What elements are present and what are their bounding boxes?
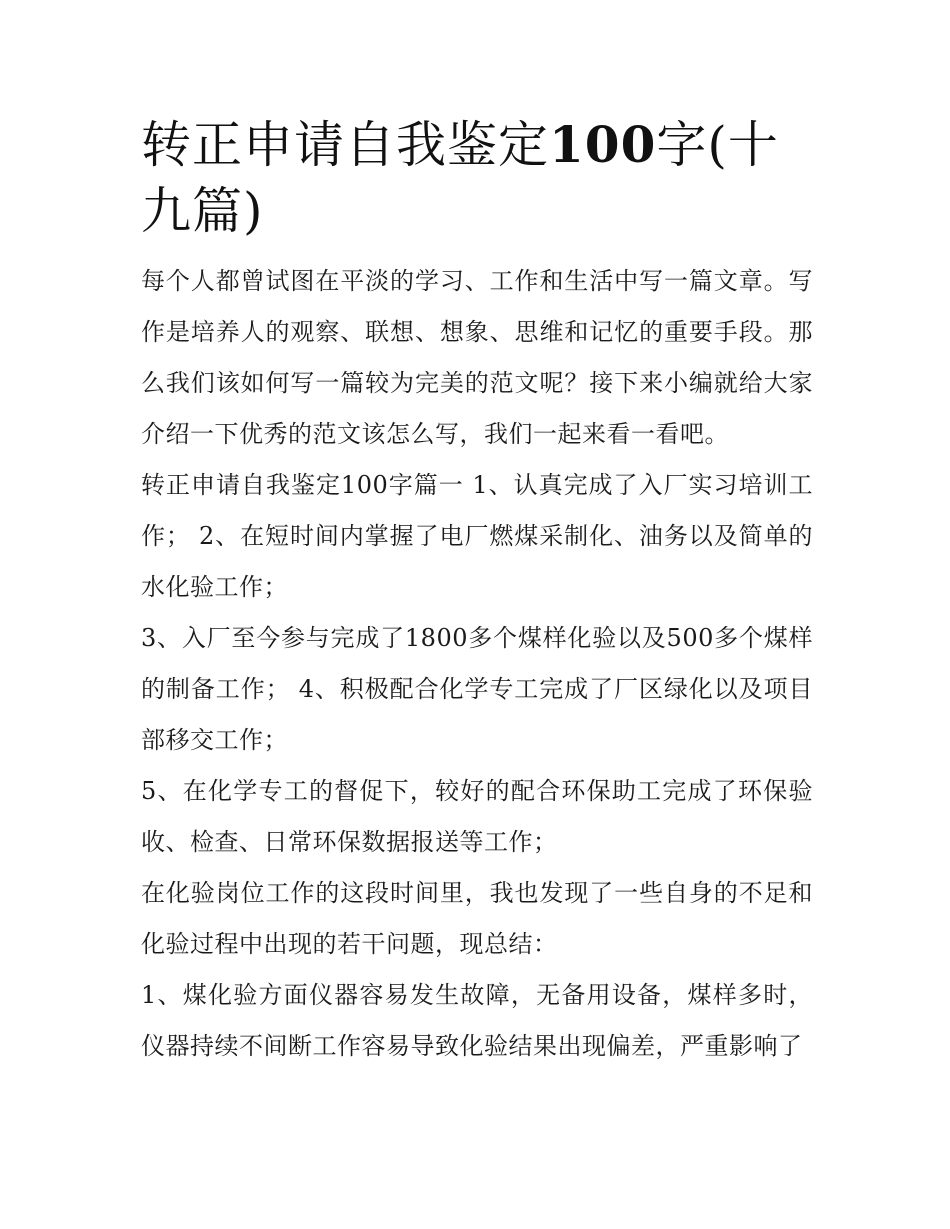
paragraph-1: 转正申请自我鉴定100字篇一 1、认真完成了入厂实习培训工作； 2、在短时间内掌握了电厂燃煤采制化、油务以及简单的水化验工作；	[141, 471, 813, 601]
paragraph-3: 5、在化学专工的督促下，较好的配合环保助工完成了环保验收、检查、日常环保数据报送等工作；	[141, 777, 813, 856]
paragraph-intro: 每个人都曾试图在平淡的学习、工作和生活中写一篇文章。写作是培养人的观察、联想、想象、思维和记忆的重要手段。那么我们该如何写一篇较为完美的范文呢？接下来小编就给大家介绍一下优秀的范文该怎么写，我们一起来看一看吧。	[141, 267, 813, 448]
paragraph-5: 1、煤化验方面仪器容易发生故障，无备用设备，煤样多时，仪器持续不间断工作容易导致化验结果出现偏差，严重影响了	[141, 981, 813, 1060]
paragraph-2: 3、入厂至今参与完成了1800多个煤样化验以及500多个煤样的制备工作； 4、积极配合化学专工完成了厂区绿化以及项目部移交工作；	[141, 624, 813, 754]
document-title: 转正申请自我鉴定100字(十九篇)	[141, 115, 779, 240]
paragraph-4: 在化验岗位工作的这段时间里，我也发现了一些自身的不足和化验过程中出现的若干问题，现总结：	[141, 879, 813, 958]
document-body	[141, 112, 813, 1072]
